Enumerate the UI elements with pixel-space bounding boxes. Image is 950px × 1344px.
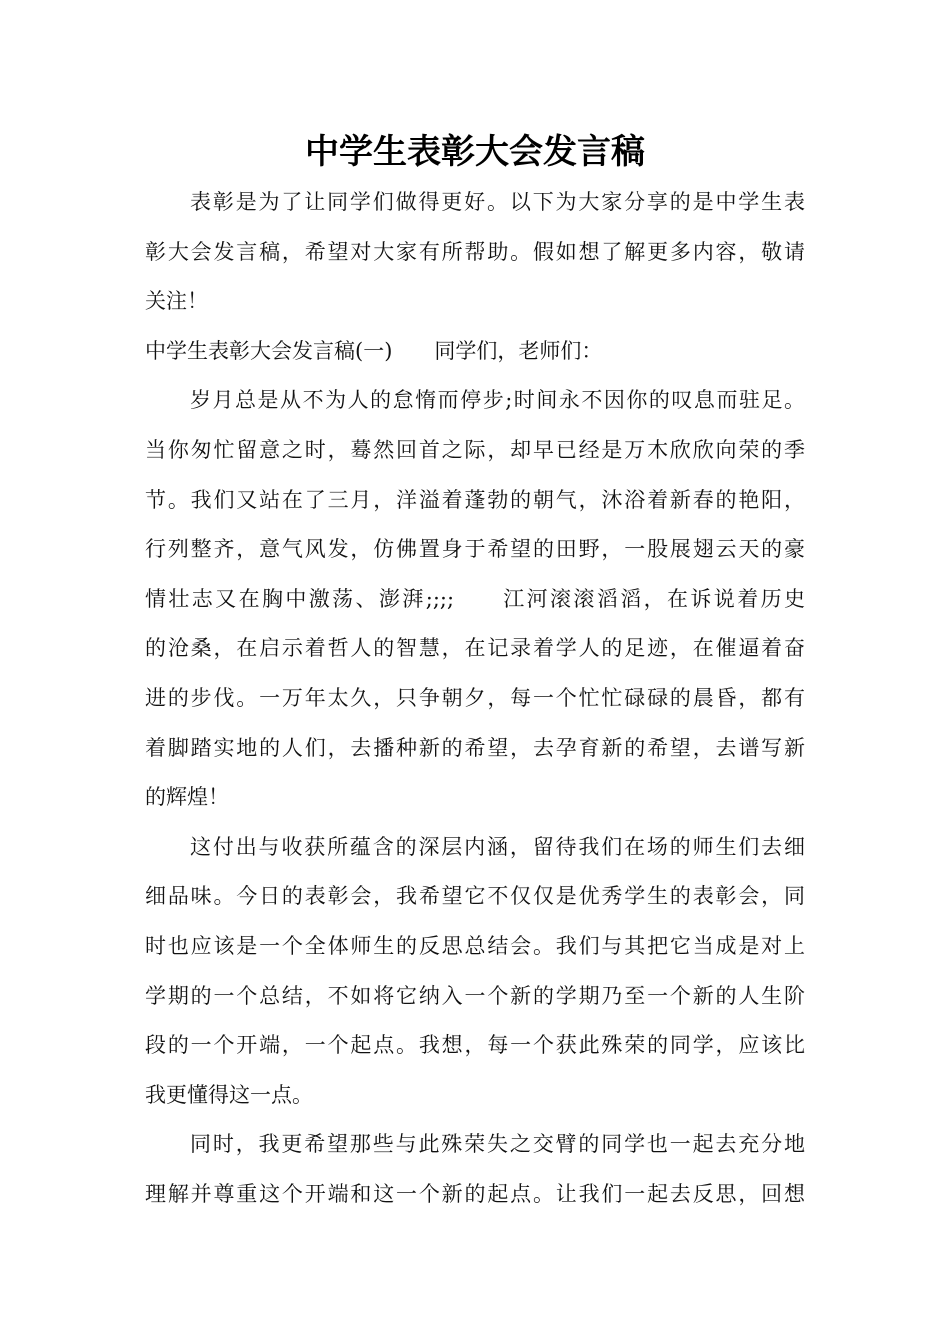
text-line: 彰大会发言稿，希望对大家有所帮助。假如想了解更多内容，敬请 — [145, 239, 805, 264]
text-line: 细品味。今日的表彰会，我希望它不仅仅是优秀学生的表彰会，同 — [145, 884, 805, 909]
text-line: 行列整齐，意气风发，仿佛置身于希望的田野，一股展翅云天的豪 — [145, 537, 805, 562]
text-line: 的沧桑，在启示着哲人的智慧，在记录着学人的足迹，在催逼着奋 — [145, 636, 805, 661]
text-line: 的辉煌！ — [145, 785, 229, 810]
text-line: 岁月总是从不为人的怠惰而停步;时间永不因你的叹息而驻足。 — [190, 388, 805, 413]
text-line: 这付出与收获所蕴含的深层内涵，留待我们在场的师生们去细 — [190, 834, 805, 859]
text-line: 情壮志又在胸中激荡、澎湃;;;; 江河滚滚滔滔，在诉说着历史 — [145, 586, 805, 611]
text-line: 理解并尊重这个开端和这一个新的起点。让我们一起去反思，回想 — [145, 1181, 805, 1206]
text-line: 着脚踏实地的人们，去播种新的希望，去孕育新的希望，去谱写新 — [145, 735, 805, 760]
text-line: 节。我们又站在了三月，洋溢着蓬勃的朝气，沐浴着新春的艳阳， — [145, 487, 805, 512]
text-line: 当你匆忙留意之时，蓦然回首之际，却早已经是万木欣欣向荣的季 — [145, 437, 805, 462]
text-line: 学期的一个总结，不如将它纳入一个新的学期乃至一个新的人生阶 — [145, 983, 805, 1008]
text-line: 进的步伐。一万年太久，只争朝夕，每一个忙忙碌碌的晨昏，都有 — [145, 685, 805, 710]
text-line: 表彰是为了让同学们做得更好。以下为大家分享的是中学生表 — [190, 190, 805, 214]
text-line: 段的一个开端，一个起点。我想，每一个获此殊荣的同学，应该比 — [145, 1033, 805, 1058]
text-line: 同时，我更希望那些与此殊荣失之交臂的同学也一起去充分地 — [190, 1132, 805, 1157]
section-heading: 中学生表彰大会发言稿(一) 同学们，老师们： — [145, 338, 603, 363]
document-body — [145, 178, 805, 1219]
text-line: 我更懂得这一点。 — [145, 1082, 313, 1107]
text-line: 时也应该是一个全体师生的反思总结会。我们与其把它当成是对上 — [145, 933, 805, 958]
document-title: 中学生表彰大会发言稿 — [305, 132, 645, 172]
text-line: 关注！ — [145, 289, 208, 314]
